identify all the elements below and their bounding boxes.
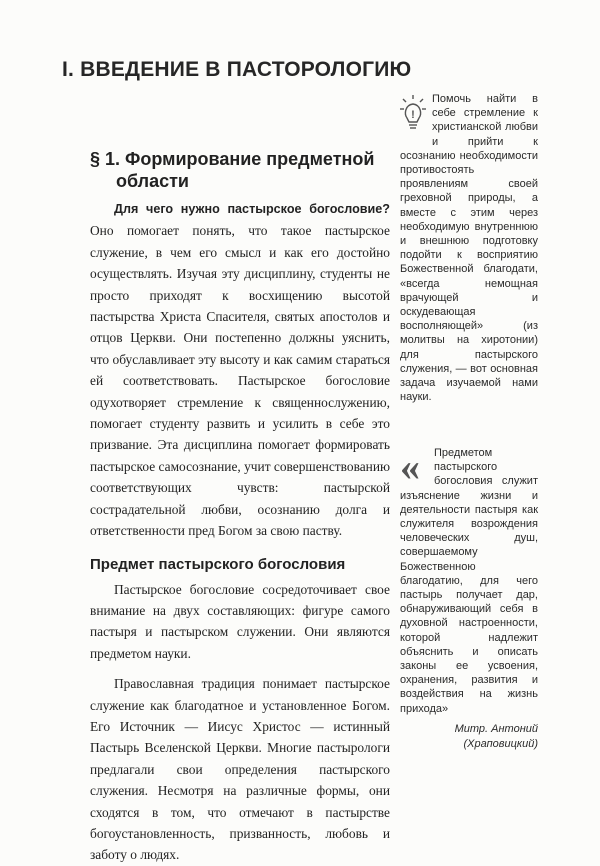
chapter-title: I. ВВЕДЕНИЕ В ПАСТОРОЛОГИЮ xyxy=(62,58,412,81)
main-column xyxy=(90,148,390,866)
quote-author-line1: Митр. Антоний xyxy=(454,722,538,735)
subheading-subject: Предмет пастырского богословия xyxy=(90,555,346,573)
svg-text:!: ! xyxy=(411,109,415,121)
paragraph-purpose xyxy=(90,198,390,542)
quote-author xyxy=(400,722,538,752)
section-title-line2: области xyxy=(116,171,190,191)
paragraph-subject: Пастырское богословие сосредоточивает свое внимание на двух составляющих: фигуре самого пастыря и пастырском служении. Они являются предметом науки. xyxy=(90,581,390,661)
svg-text:«: « xyxy=(400,450,420,480)
side-note-text: Помочь найти в себе стремление к христианской любви и прийти к осознанию необходимости противостоять проявлениям своей греховной природы, а вместе с этим через необходимую внутреннюю и внешнюю подготовку подойти к восприятию Божественной благодати, «всегда немощная врачующей и оскудевающая восполняющей» (из молитвы на хиротонии) для пастырского служения, — вот основная задача изучаемой нами науки. xyxy=(400,93,538,404)
section-title-line1: § 1. Формирование предметной xyxy=(90,149,375,169)
paragraph-lead: Для чего нужно пастырское богословие? xyxy=(114,202,390,216)
lightbulb-icon xyxy=(400,94,426,134)
quote-text: Предметом пастырского богословия служит изъяснение жизни и деятельности пастыря как служителя возрождения человеческих душ, совершаемому Божественною благодатию, для чего пастырь получает дар, обнаруживающий себя в духовной настроенности, которой надлежит объяснить и описать законы ее усвоения, охранения, развития и воздействия на жизнь прихода» xyxy=(400,447,538,715)
quote-author-line2: (Храповицкий) xyxy=(463,737,538,750)
section-title xyxy=(90,148,390,192)
quote-block xyxy=(400,446,538,752)
quote-mark-icon xyxy=(400,450,428,480)
paragraph-tradition: Православная традиция понимает пастырское служение как благодатное и установленное Богом. Его Источник — Иисус Христос — истинный Пастырь Вселенской Церкви. Многие пастырологи предлагали свои определения пастырского служения. Несмотря на различные формы, они сходятся в том, что отмечают в пастырстве богоустановленность, призванность, любовь и заботу о людях. xyxy=(90,676,390,863)
side-note xyxy=(400,92,538,404)
paragraph-purpose-text: Оно помогает понять, что такое пастырское служение, в чем его смысл и как его достойно осуществлять. Изучая эту дисциплину, студенты не просто приходят к восхищению высотой пастырства Христа Спасителя, святых апостолов и отцов Церкви. Они постепенно должны уяснить, что обуславливает эту высоту и как самим стараться ей соответствовать. Пастырское богословие одухотворяет стремление к священнослужению, помогает студенту развить и усилить в себе это призвание. Эта дисциплина помогает формировать пастырское самосознание, учит совершенствованию соответствующих чувств: пастырской сострадательной любви, осознанию долга и ответственности пред Богом за свою паству. xyxy=(90,223,390,539)
